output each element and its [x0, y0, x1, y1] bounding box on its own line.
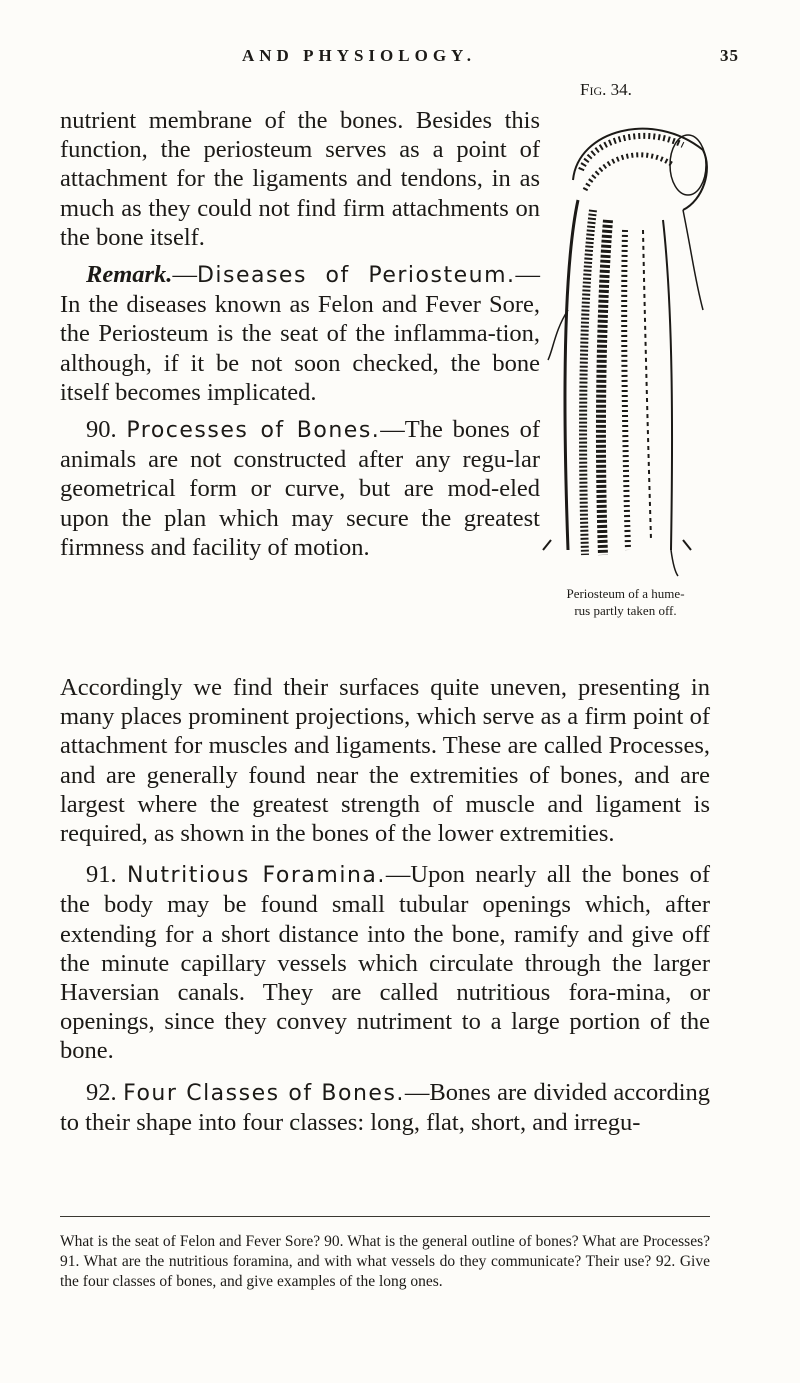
section-92-text: —Bones are divided according to their shape into four classes: long, flat, short, and irregu- [60, 1078, 711, 1136]
section-91-paragraph [60, 860, 710, 1065]
figure-34 [533, 80, 718, 640]
section-90-paragraph [60, 415, 540, 562]
page-number: 35 [720, 46, 739, 65]
figure-caption-line: Periosteum of a hume- [566, 586, 685, 601]
section-92-title: Four Classes of Bones. [123, 1080, 405, 1106]
remark-title: Diseases of Periosteum. [196, 263, 516, 289]
footnote-questions: What is the seat of Felon and Fever Sore? 90. What is the general outline of bones? What are Processes? 91. What are the nutritious foramina, and with what vessels do they communicate? Their use? 92. Give the four classes of bones, and give examples of the long ones. [60, 1233, 710, 1290]
section-92-paragraph [60, 1078, 710, 1137]
remark-text: —In the diseases known as Felon and Fever Sore, the Periosteum is the seat of the inflamma-tion, although, if it be not soon checked, the bone itself becomes implicated. [60, 261, 540, 406]
section-90-number: 90. [86, 416, 117, 444]
humerus-shaft-drawing [543, 200, 703, 576]
figure-label: Fig. 34. [580, 80, 632, 99]
remark-paragraph [60, 260, 540, 407]
section-90-text: —The bones of animals are not constructed after any regu-lar geometrical form or curve, but are mod-eled upon the plan which may secure the greatest firmness and facility of motion. [60, 416, 540, 561]
humerus-head-drawing [573, 129, 707, 210]
remark-dash: — [172, 261, 197, 289]
figure-caption [533, 585, 718, 619]
section-90-title: Processes of Bones. [126, 418, 381, 444]
figure-caption-line: rus partly taken off. [574, 603, 677, 618]
running-title: AND PHYSIOLOGY. [242, 46, 477, 65]
section-91-text: —Upon nearly all the bones of the body may be found small tubular openings which, after extending for a short distance into the bone, ramify and give off the minute capillary vessels which circulate through the larger Haversian canals. They are called nutritious fora-mina, or openings, since they convey nutriment to a large portion of the bone. [60, 861, 710, 1065]
body-text-wide [60, 673, 710, 1137]
section-91-number: 91. [86, 861, 117, 889]
lead-paragraph: nutrient membrane of the bones. Besides this function, the periosteum serves as a point of attachment for the ligaments and tendons, in as much as they could not find firm attachments on the bone itself. [60, 107, 540, 251]
remark-label: Remark. [86, 261, 173, 289]
humerus-periosteum-illustration [533, 110, 718, 580]
body-text-narrow [60, 106, 540, 562]
footnote-divider [60, 1216, 710, 1217]
section-91-title: Nutritious Foramina. [127, 863, 386, 889]
section-92-number: 92. [86, 1078, 117, 1106]
section-90-continuation: Accordingly we find their surfaces quite uneven, presenting in many places prominent projections, which serve as a firm point of attachment for muscles and ligaments. These are called Processes, and are generally found near the extremities of bones, and are largest where the greatest strength of muscle and ligament is required, as shown in the bones of the lower extremities. [60, 674, 710, 848]
